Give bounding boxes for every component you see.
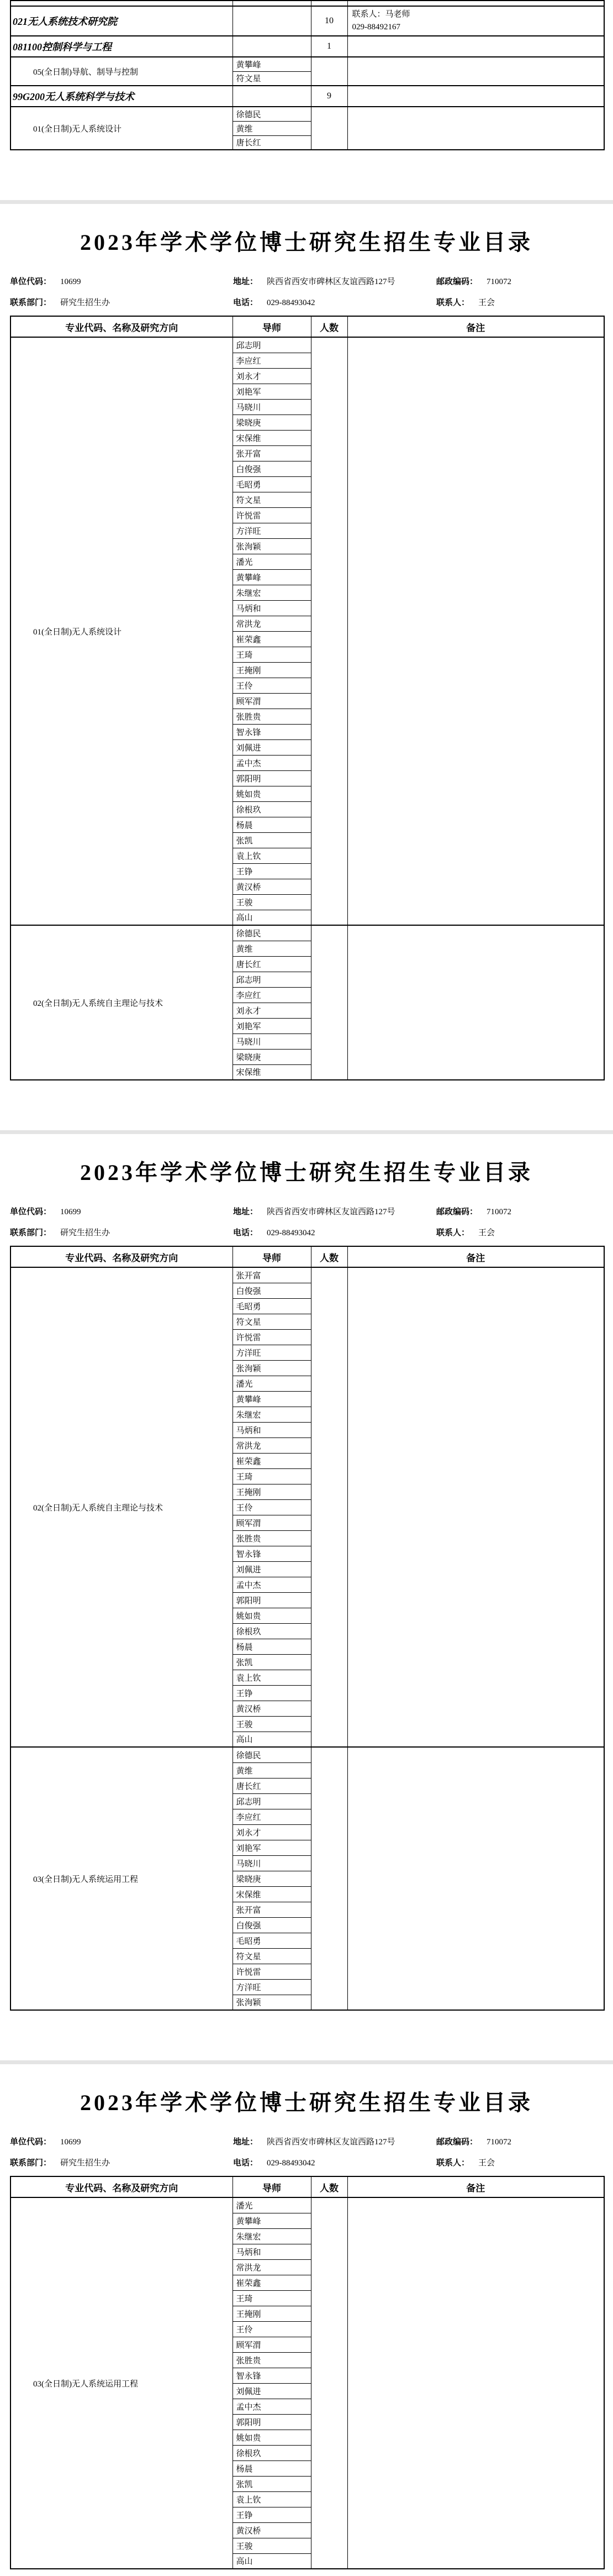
advisor-cell: 刘佩进 xyxy=(232,2383,311,2399)
advisor-cell: 唐长红 xyxy=(232,956,311,972)
advisor-cell: 张凯 xyxy=(232,1654,311,1670)
advisor-cell: 张洵颖 xyxy=(232,1360,311,1376)
remark-cell xyxy=(347,925,604,1080)
table-header-row xyxy=(10,316,604,337)
advisor-cell: 王琦 xyxy=(232,647,311,662)
postcode-value: 710072 xyxy=(487,1207,512,1216)
contact-dept-field xyxy=(10,1226,233,1238)
advisor-cell: 黄攀峰 xyxy=(232,2213,311,2228)
advisor-cell: 崔荣鑫 xyxy=(232,1453,311,1468)
catalog-table xyxy=(10,1246,605,2011)
advisor-cell: 张开富 xyxy=(232,1267,311,1283)
advisor-cell: 姚如贵 xyxy=(232,786,311,801)
advisor-cell: 马晓川 xyxy=(232,1033,311,1049)
advisor-cell: 宋保维 xyxy=(232,1064,311,1080)
advisor-cell: 毛昭勇 xyxy=(232,476,311,492)
previous-page-table-fragment xyxy=(0,0,613,150)
advisor-cell: 刘永才 xyxy=(232,368,311,384)
advisor-cell: 符文星 xyxy=(232,492,311,507)
contact-dept-label: 联系部门： xyxy=(10,298,52,307)
unit-code-label: 单位代码： xyxy=(10,2137,52,2147)
direction-label: 05(全日制)导航、制导与控制 xyxy=(10,57,232,86)
advisor-cell: 王琦 xyxy=(232,2290,311,2306)
unit-info-row-1 xyxy=(0,1200,613,1221)
postcode-value: 710072 xyxy=(487,2137,512,2147)
direction-label: 03(全日制)无人系统运用工程 xyxy=(10,2197,232,2569)
advisor-cell: 唐长红 xyxy=(232,1778,311,1793)
advisor-cell: 郭阳明 xyxy=(232,2414,311,2430)
advisor-cell: 孟中杰 xyxy=(232,1577,311,1592)
unit-info-row-1 xyxy=(0,270,613,291)
advisor-cell: 常洪龙 xyxy=(232,1437,311,1453)
advisor-cell: 王骏 xyxy=(232,2538,311,2553)
advisor-cell: 朱继宏 xyxy=(232,1407,311,1422)
advisor-cell: 顾军渭 xyxy=(232,1515,311,1530)
advisor-cell: 王骏 xyxy=(232,894,311,910)
postcode-field xyxy=(436,275,604,287)
advisor-cell: 孟中杰 xyxy=(232,755,311,770)
contact-person-value: 王会 xyxy=(478,298,495,307)
empty-cell xyxy=(347,1,604,6)
advisor-cell: 黄维 xyxy=(232,1762,311,1778)
page-break-band xyxy=(0,200,613,204)
advisor-cell: 白俊强 xyxy=(232,1283,311,1298)
advisor-cell: 邱志明 xyxy=(232,972,311,987)
direction-label: 02(全日制)无人系统自主理论与技术 xyxy=(10,1267,232,1747)
phone-label: 电话： xyxy=(233,2158,258,2168)
advisor-cell: 郭阳明 xyxy=(232,770,311,786)
contact-dept-value: 研究生招生办 xyxy=(60,298,110,307)
advisor-cell: 袁上钦 xyxy=(232,848,311,863)
unit-info-row-2 xyxy=(0,1221,613,1242)
quota-cell xyxy=(311,57,347,86)
advisor-cell: 黄攀峰 xyxy=(232,569,311,585)
advisor-cell: 毛昭勇 xyxy=(232,1933,311,1948)
advisor-cell: 梁晓庚 xyxy=(232,1871,311,1886)
direction-label: 02(全日制)无人系统自主理论与技术 xyxy=(10,925,232,1080)
unit-code-label: 单位代码： xyxy=(10,1207,52,1216)
advisor-cell: 王掩刚 xyxy=(232,2306,311,2321)
remark-line: 029-88492167 xyxy=(352,23,400,32)
advisor-cell: 王伶 xyxy=(232,1499,311,1515)
advisor-cell: 黄汉桥 xyxy=(232,879,311,894)
section-heading-row xyxy=(10,86,604,107)
phone-value: 029-88493042 xyxy=(267,2158,315,2168)
address-label: 地址： xyxy=(233,2137,258,2147)
remark-cell xyxy=(347,107,604,150)
advisor-cell: 王伶 xyxy=(232,678,311,693)
advisor-cell: 王掩刚 xyxy=(232,1484,311,1499)
page-title: 2023年学术学位博士研究生招生专业目录 xyxy=(80,2090,533,2115)
address-label: 地址： xyxy=(233,1207,258,1216)
advisor-cell: 邱志明 xyxy=(232,337,311,353)
phone-value: 029-88493042 xyxy=(267,1228,315,1237)
unit-code-value: 10699 xyxy=(60,2137,81,2147)
advisor-cell: 刘佩进 xyxy=(232,1561,311,1577)
page-title: 2023年学术学位博士研究生招生专业目录 xyxy=(80,230,533,255)
advisor-cell: 张胜贵 xyxy=(232,1530,311,1546)
advisor-cell: 许悦雷 xyxy=(232,507,311,523)
advisor-cell: 马炳和 xyxy=(232,2244,311,2259)
advisor-cell: 徐根玖 xyxy=(232,1623,311,1639)
table-row xyxy=(10,925,604,941)
advisor-cell: 徐德民 xyxy=(232,1747,311,1762)
advisor-cell: 符文星 xyxy=(232,1948,311,1964)
direction-label: 01(全日制)无人系统设计 xyxy=(10,337,232,925)
advisor-cell: 马炳和 xyxy=(232,600,311,616)
advisor-cell: 张胜贵 xyxy=(232,2352,311,2368)
column-header: 人数 xyxy=(311,316,347,337)
advisor-cell: 高山 xyxy=(232,2553,311,2569)
advisor-cell: 常洪龙 xyxy=(232,2259,311,2275)
advisor-cell: 黄维 xyxy=(232,121,311,135)
advisor-cell: 邱志明 xyxy=(232,1793,311,1809)
contact-dept-field xyxy=(10,2157,233,2168)
page-break-band xyxy=(0,1130,613,1134)
table-row xyxy=(10,57,604,71)
advisor-cell: 白俊强 xyxy=(232,461,311,476)
advisor-cell: 张凯 xyxy=(232,832,311,848)
advisor-cell: 黄汉桥 xyxy=(232,1701,311,1716)
advisor-cell: 梁晓庚 xyxy=(232,1049,311,1064)
table-row xyxy=(10,1267,604,1283)
section-heading-row xyxy=(10,36,604,57)
advisor-cell: 高山 xyxy=(232,910,311,925)
advisor-cell: 梁晓庚 xyxy=(232,415,311,430)
table-row xyxy=(10,2197,604,2213)
postcode-label: 邮政编码： xyxy=(436,1207,478,1216)
advisor-cell: 姚如贵 xyxy=(232,2430,311,2445)
advisor-cell: 张洵颖 xyxy=(232,1995,311,2010)
advisor-cell: 方洋旺 xyxy=(232,523,311,538)
postcode-label: 邮政编码： xyxy=(436,277,478,286)
advisor-cell: 刘艳军 xyxy=(232,1840,311,1855)
section-heading-label: 081100控制科学与工程 xyxy=(10,36,232,57)
catalog-table xyxy=(10,2176,605,2569)
advisor-cell: 王骏 xyxy=(232,1716,311,1732)
advisor-cell: 张凯 xyxy=(232,2476,311,2491)
page-title: 2023年学术学位博士研究生招生专业目录 xyxy=(80,1160,533,1185)
remark-line: 联系人：马老师 xyxy=(352,10,410,19)
unit-code-value: 10699 xyxy=(60,1207,81,1216)
column-header: 备注 xyxy=(347,2176,604,2197)
advisor-cell: 唐长红 xyxy=(232,135,311,150)
remark-cell xyxy=(347,6,604,36)
advisor-cell: 潘光 xyxy=(232,1376,311,1391)
advisor-cell: 杨晨 xyxy=(232,1639,311,1654)
advisor-cell: 方洋旺 xyxy=(232,1345,311,1360)
quota-cell xyxy=(311,337,347,925)
advisor-cell: 郭阳明 xyxy=(232,1592,311,1608)
advisor-cell: 张开富 xyxy=(232,445,311,461)
page-break-band xyxy=(0,2060,613,2064)
contact-person-value: 王会 xyxy=(478,1228,495,1237)
quota-cell xyxy=(311,2197,347,2569)
table-header-row xyxy=(10,2176,604,2197)
address-field xyxy=(233,275,436,287)
advisor-cell: 王铮 xyxy=(232,1685,311,1701)
advisor-cell: 张开富 xyxy=(232,1902,311,1917)
section-heading-label: 021无人系统技术研究院 xyxy=(10,6,232,36)
contact-person-field xyxy=(436,2157,604,2168)
section-heading-row xyxy=(10,6,604,36)
remark-cell xyxy=(347,2197,604,2569)
advisor-cell: 许悦雷 xyxy=(232,1329,311,1345)
advisor-cell: 徐德民 xyxy=(232,107,311,121)
quota-cell xyxy=(311,107,347,150)
column-header: 备注 xyxy=(347,1246,604,1267)
catalog-table xyxy=(10,316,605,1080)
advisor-cell-empty xyxy=(232,36,311,57)
remark-cell xyxy=(347,86,604,107)
advisor-cell: 李应红 xyxy=(232,1809,311,1824)
advisor-cell: 马晓川 xyxy=(232,1855,311,1871)
unit-info-block xyxy=(0,2131,613,2173)
address-label: 地址： xyxy=(233,277,258,286)
advisor-cell: 徐德民 xyxy=(232,925,311,941)
contact-person-label: 联系人： xyxy=(436,298,470,307)
advisor-cell: 张胜贵 xyxy=(232,709,311,724)
table-row xyxy=(10,1747,604,1762)
advisor-cell: 刘佩进 xyxy=(232,739,311,755)
advisor-cell: 李应红 xyxy=(232,987,311,1003)
advisor-cell: 高山 xyxy=(232,1732,311,1747)
quota-cell xyxy=(311,925,347,1080)
advisor-cell: 朱继宏 xyxy=(232,585,311,600)
table-header-row xyxy=(10,1246,604,1267)
page-margin xyxy=(0,2011,613,2060)
quota-cell: 9 xyxy=(311,86,347,107)
advisor-cell: 智永锋 xyxy=(232,724,311,739)
catalog-page-3 xyxy=(0,2090,613,2569)
advisor-cell: 白俊强 xyxy=(232,1917,311,1933)
table-row xyxy=(10,107,604,121)
unit-code-field xyxy=(10,275,233,287)
advisor-cell: 潘光 xyxy=(232,554,311,569)
advisor-cell: 顾军渭 xyxy=(232,2337,311,2352)
column-header: 导师 xyxy=(232,316,311,337)
advisor-cell: 常洪龙 xyxy=(232,616,311,631)
contact-person-label: 联系人： xyxy=(436,2158,470,2168)
address-value: 陕西省西安市碑林区友谊西路127号 xyxy=(267,1207,395,1216)
unit-info-row-2 xyxy=(0,291,613,312)
contact-dept-field xyxy=(10,296,233,308)
section-heading-label: 99G200无人系统科学与技术 xyxy=(10,86,232,107)
advisor-cell: 徐根玖 xyxy=(232,801,311,817)
remark-cell xyxy=(347,36,604,57)
remark-cell xyxy=(347,1267,604,1747)
contact-dept-label: 联系部门： xyxy=(10,2158,52,2168)
unit-code-label: 单位代码： xyxy=(10,277,52,286)
contact-dept-value: 研究生招生办 xyxy=(60,1228,110,1237)
advisor-cell: 王掩刚 xyxy=(232,662,311,678)
column-header: 人数 xyxy=(311,2176,347,2197)
unit-info-block xyxy=(0,270,613,312)
catalog-page-1 xyxy=(0,229,613,1080)
advisor-cell: 符文星 xyxy=(232,1314,311,1329)
empty-cell xyxy=(311,1,347,6)
phone-label: 电话： xyxy=(233,1228,258,1237)
remark-cell xyxy=(347,57,604,86)
column-header: 导师 xyxy=(232,1246,311,1267)
catalog-table-wrap xyxy=(0,1246,613,2011)
postcode-label: 邮政编码： xyxy=(436,2137,478,2147)
phone-label: 电话： xyxy=(233,298,258,307)
advisor-cell: 黄攀峰 xyxy=(232,1391,311,1407)
advisor-cell: 顾军渭 xyxy=(232,693,311,709)
advisor-cell: 潘光 xyxy=(232,2197,311,2213)
column-header: 导师 xyxy=(232,2176,311,2197)
phone-field xyxy=(233,296,436,308)
advisor-cell: 许悦雷 xyxy=(232,1964,311,1979)
quota-cell xyxy=(311,1267,347,1747)
advisor-cell: 姚如贵 xyxy=(232,1608,311,1623)
advisor-cell: 王琦 xyxy=(232,1468,311,1484)
advisor-cell: 崔荣鑫 xyxy=(232,631,311,647)
advisor-cell: 符文星 xyxy=(232,71,311,86)
unit-info-row-1 xyxy=(0,2131,613,2152)
contact-person-label: 联系人： xyxy=(436,1228,470,1237)
advisor-cell: 马炳和 xyxy=(232,1422,311,1437)
advisor-cell: 智永锋 xyxy=(232,2368,311,2383)
direction-label: 01(全日制)无人系统设计 xyxy=(10,107,232,150)
address-value: 陕西省西安市碑林区友谊西路127号 xyxy=(267,2137,395,2147)
advisor-cell: 王铮 xyxy=(232,863,311,879)
advisor-cell: 马晓川 xyxy=(232,399,311,415)
phone-field xyxy=(233,1226,436,1238)
catalog-table-wrap xyxy=(0,316,613,1080)
advisor-cell: 李应红 xyxy=(232,353,311,368)
column-header: 专业代码、名称及研究方向 xyxy=(10,1246,232,1267)
contact-person-value: 王会 xyxy=(478,2158,495,2168)
advisor-cell: 袁上钦 xyxy=(232,2491,311,2507)
direction-label: 03(全日制)无人系统运用工程 xyxy=(10,1747,232,2010)
contact-person-field xyxy=(436,1226,604,1238)
catalog-table-wrap xyxy=(0,2176,613,2569)
table-row xyxy=(10,337,604,353)
column-header: 人数 xyxy=(311,1246,347,1267)
address-field xyxy=(233,1205,436,1217)
unit-code-field xyxy=(10,1205,233,1217)
empty-cell xyxy=(232,1,311,6)
quota-cell xyxy=(311,1747,347,2010)
page-margin xyxy=(0,1080,613,1130)
advisor-cell: 方洋旺 xyxy=(232,1979,311,1995)
advisor-cell: 宋保维 xyxy=(232,430,311,445)
advisor-cell: 刘艳军 xyxy=(232,384,311,399)
column-header: 专业代码、名称及研究方向 xyxy=(10,316,232,337)
advisor-cell: 杨晨 xyxy=(232,2460,311,2476)
fragment-table xyxy=(10,0,605,150)
contact-person-field xyxy=(436,296,604,308)
postcode-value: 710072 xyxy=(487,277,512,286)
catalog-page-2 xyxy=(0,1160,613,2011)
remark-cell xyxy=(347,1747,604,2010)
advisor-cell: 杨晨 xyxy=(232,817,311,832)
unit-info-block xyxy=(0,1200,613,1242)
quota-cell: 1 xyxy=(311,36,347,57)
advisor-cell: 黄维 xyxy=(232,941,311,956)
contact-dept-label: 联系部门： xyxy=(10,1228,52,1237)
advisor-cell: 刘永才 xyxy=(232,1824,311,1840)
advisor-cell: 毛昭勇 xyxy=(232,1298,311,1314)
advisor-cell: 刘艳军 xyxy=(232,1018,311,1033)
postcode-field xyxy=(436,1205,604,1217)
unit-code-field xyxy=(10,2136,233,2147)
advisor-cell-empty xyxy=(232,86,311,107)
empty-cell xyxy=(10,1,232,6)
advisor-cell: 孟中杰 xyxy=(232,2399,311,2414)
unit-code-value: 10699 xyxy=(60,277,81,286)
address-field xyxy=(233,2136,436,2147)
advisor-cell: 宋保维 xyxy=(232,1886,311,1902)
advisor-cell: 张洵颖 xyxy=(232,538,311,554)
unit-info-row-2 xyxy=(0,2152,613,2173)
advisor-cell: 刘永才 xyxy=(232,1003,311,1018)
page-margin xyxy=(0,150,613,200)
advisor-cell: 王铮 xyxy=(232,2507,311,2522)
address-value: 陕西省西安市碑林区友谊西路127号 xyxy=(267,277,395,286)
advisor-cell: 黄汉桥 xyxy=(232,2522,311,2538)
phone-value: 029-88493042 xyxy=(267,298,315,307)
advisor-cell: 袁上钦 xyxy=(232,1670,311,1685)
advisor-cell: 徐根玖 xyxy=(232,2445,311,2460)
column-header: 备注 xyxy=(347,316,604,337)
cut-off-row xyxy=(10,1,604,6)
quota-cell: 10 xyxy=(311,6,347,36)
advisor-cell: 朱继宏 xyxy=(232,2228,311,2244)
advisor-cell-empty xyxy=(232,6,311,36)
advisor-cell: 崔荣鑫 xyxy=(232,2275,311,2290)
column-header: 专业代码、名称及研究方向 xyxy=(10,2176,232,2197)
contact-dept-value: 研究生招生办 xyxy=(60,2158,110,2168)
remark-cell xyxy=(347,337,604,925)
advisor-cell: 智永锋 xyxy=(232,1546,311,1561)
postcode-field xyxy=(436,2136,604,2147)
advisor-cell: 王伶 xyxy=(232,2321,311,2337)
advisor-cell: 黄攀峰 xyxy=(232,57,311,71)
phone-field xyxy=(233,2157,436,2168)
